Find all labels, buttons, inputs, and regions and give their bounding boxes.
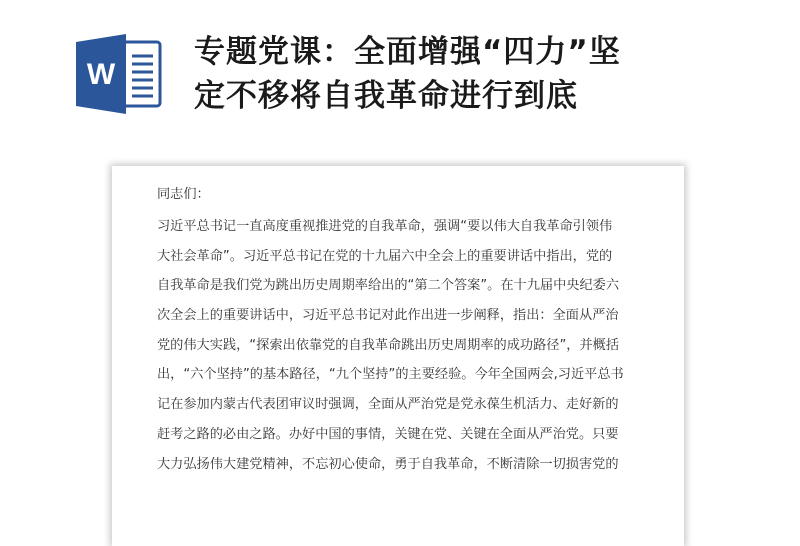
word-document-icon	[76, 32, 166, 116]
document-line: 自我革命是我们党为跳出历史周期率给出的“第二个答案”。在十九届中央纪委六	[157, 278, 620, 294]
document-line: 次全会上的重要讲话中，习近平总书记对此作出进一步阐释，指出：全面从严治	[157, 308, 619, 324]
greeting: 同志们：	[157, 187, 210, 202]
title-line-2: 定不移将自我革命进行到底	[194, 78, 578, 114]
document-line: 大力弘扬伟大建党精神，不忘初心使命，勇于自我革命，不断清除一切损害党的	[157, 456, 619, 472]
document-line: 党的伟大实践，“探索出依靠党的自我革命跳出历史周期率的成功路径”，并概括	[157, 337, 620, 353]
document-line: 出，“六个坚持”的基本路径，“九个坚持”的主要经验。今年全国两会,习近平总书	[157, 367, 624, 383]
page-title	[194, 30, 774, 118]
document-line: 习近平总书记一直高度重视推进党的自我革命，强调“要以伟大自我革命引领伟	[157, 219, 613, 234]
title-line-1: 专题党课：全面增强“四力”坚	[194, 34, 621, 70]
document-line: 记在参加内蒙古代表团审议时强调，全面从严治党是党永葆生机活力、走好新的	[157, 397, 619, 413]
svg-text:W: W	[86, 58, 116, 91]
document-line: 赶考之路的必由之路。办好中国的事情，关键在党、关键在全面从严治党。只要	[157, 426, 619, 442]
document-line: 大社会革命”。习近平总书记在党的十九届六中全会上的重要讲话中指出，党的	[157, 248, 613, 264]
document-text	[157, 184, 642, 479]
